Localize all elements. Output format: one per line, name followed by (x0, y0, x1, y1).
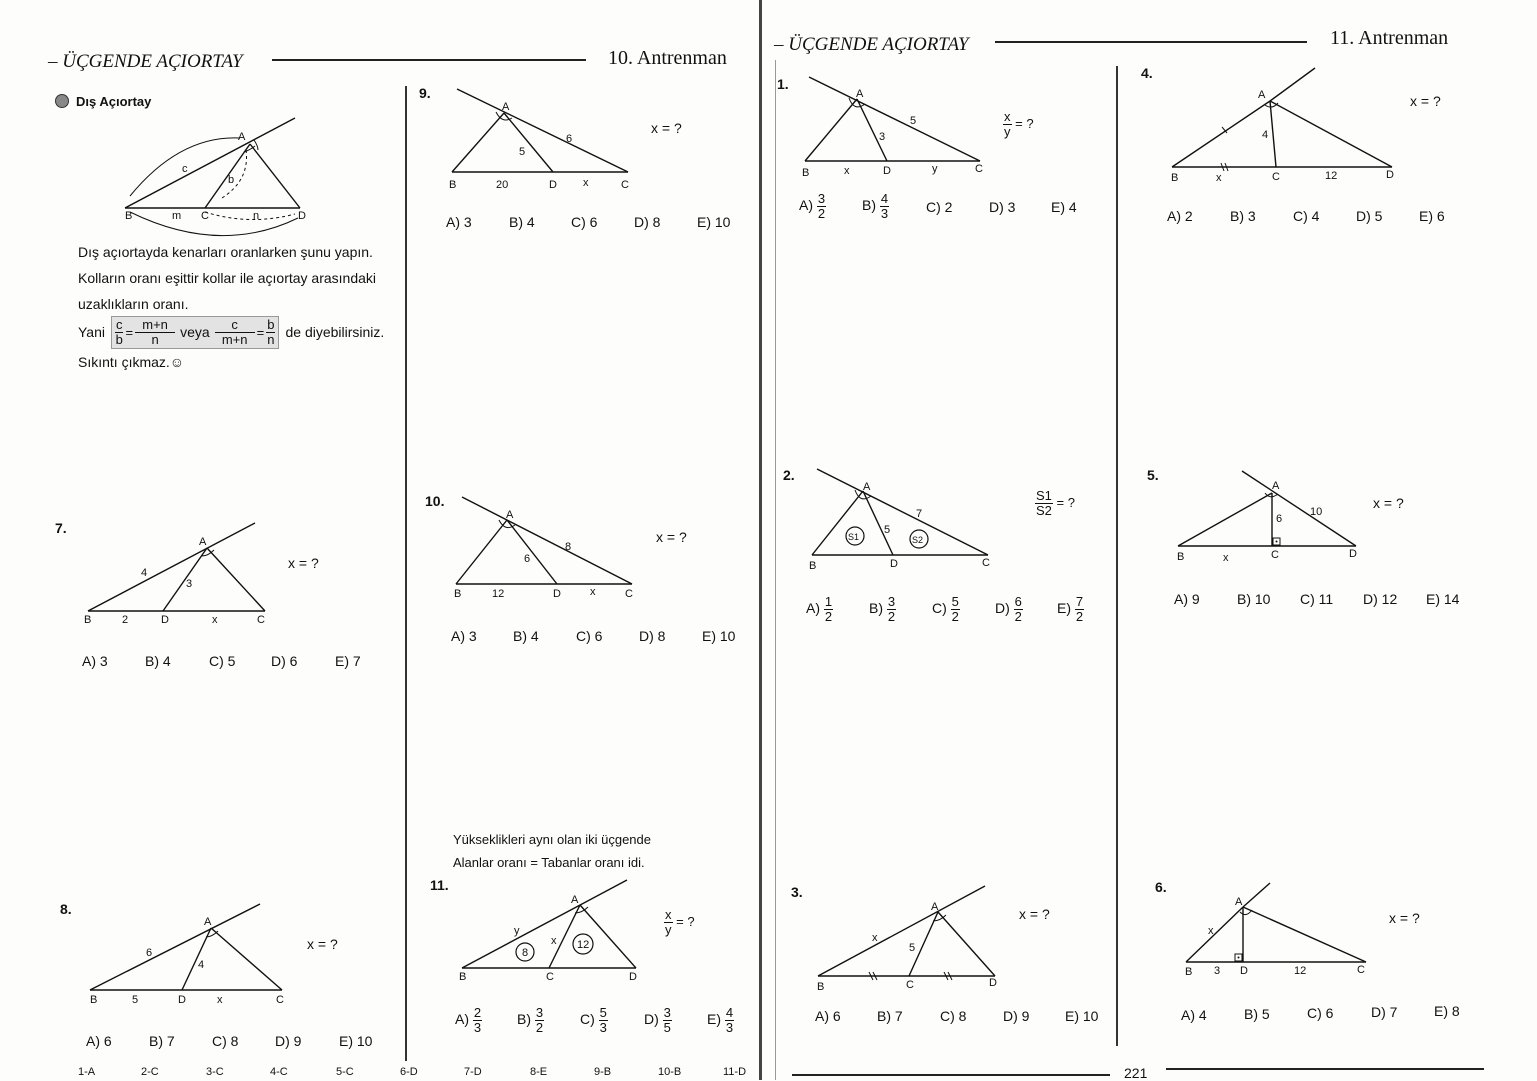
q1-label-y: y (932, 163, 938, 175)
answer-5: 5-C (336, 1066, 354, 1078)
q4-number: 4. (1141, 65, 1153, 81)
q11-choice-b[interactable]: B) $\frac{3}{2}$ (517, 1005, 544, 1035)
q9-label-B: B (449, 179, 457, 191)
q10-label-12: 12 (492, 588, 505, 600)
q4-label-A: A (1258, 89, 1266, 101)
q11-choice-e[interactable]: E) $\frac{4}{3}$ (707, 1005, 734, 1035)
q3-label-5: 5 (909, 942, 916, 954)
q7-label-C: C (257, 614, 265, 626)
formula-suffix: de diyebilirsiniz. (285, 324, 385, 340)
intro-label-D: D (298, 210, 306, 222)
q2-label-A: A (863, 481, 871, 493)
q11-label-12: 12 (577, 939, 590, 951)
q5-choice-b[interactable]: B) 10 (1237, 591, 1271, 607)
q5-choice-a[interactable]: A) 9 (1174, 591, 1200, 607)
q6-label-C: C (1357, 964, 1365, 976)
q3-number: 3. (791, 884, 803, 900)
answer-8: 8-E (530, 1066, 548, 1078)
q7-label-D: D (161, 614, 169, 626)
q4-choice-c[interactable]: C) 4 (1293, 208, 1320, 224)
q2-choice-b[interactable]: B) $\frac{3}{2}$ (869, 594, 896, 624)
q5-label-C: C (1271, 549, 1279, 561)
q11-label-8: 8 (522, 947, 529, 959)
q4-label-B: B (1171, 172, 1179, 184)
q7-label-B: B (84, 614, 92, 626)
q2-number: 2. (783, 467, 795, 483)
q3-label-D: D (989, 977, 997, 989)
q4-label-D: D (1386, 169, 1394, 181)
closing-text: Sıkıntı çıkmaz.☺ (78, 354, 185, 370)
q2-label-D: D (890, 558, 898, 570)
q8-choice-b[interactable]: B) 7 (149, 1033, 175, 1049)
explanation-line-3: uzaklıkların oranı. (78, 296, 189, 312)
q9-label-20: 20 (496, 179, 509, 191)
right-header-title: – ÜÇGENDE AÇIORTAY (774, 34, 969, 55)
q10-choice-e[interactable]: E) 10 (702, 628, 736, 644)
q2-ask: $\frac{S1}{S2}$ = ? (1036, 488, 1075, 518)
intro-label-c: c (182, 163, 188, 175)
q8-number: 8. (60, 901, 72, 917)
q6-choice-d[interactable]: D) 7 (1371, 1004, 1398, 1020)
q9-choice-a[interactable]: A) 3 (446, 214, 472, 230)
q9-number: 9. (419, 85, 431, 101)
q5-choice-c[interactable]: C) 11 (1300, 591, 1334, 607)
q10-choice-a[interactable]: A) 3 (451, 628, 477, 644)
q8-label-A: A (204, 916, 212, 928)
q3-choice-e[interactable]: E) 10 (1065, 1008, 1099, 1024)
q7-label-2: 2 (122, 614, 129, 626)
q1-ask: $\frac{x}{y}$ = ? (1004, 109, 1034, 139)
q11-choice-d[interactable]: D) $\frac{3}{5}$ (644, 1005, 671, 1035)
q4-label-4: 4 (1262, 129, 1269, 141)
formula2-left: $\frac{c}{m+n}$ (215, 318, 255, 347)
q2-label-s2: S2 (912, 535, 924, 545)
q2-label-B: B (809, 560, 817, 572)
q10-choice-d[interactable]: D) 8 (639, 628, 666, 644)
q11-label-y: y (514, 925, 520, 937)
left-training-label: 10. Antrenman (608, 47, 727, 69)
q2-label-5: 5 (884, 524, 891, 536)
q3-label-A: A (931, 901, 939, 913)
q10-choice-b[interactable]: B) 4 (513, 628, 539, 644)
q8-choice-d[interactable]: D) 9 (275, 1033, 302, 1049)
answer-3: 3-C (206, 1066, 224, 1078)
q6-label-x: x (1208, 925, 1214, 937)
q5-label-10: 10 (1310, 506, 1323, 518)
intro-label-n: n (253, 210, 260, 222)
yani-label: Yani (78, 324, 105, 340)
q10-label-D: D (553, 588, 561, 600)
q3-choice-c[interactable]: C) 8 (940, 1008, 967, 1024)
hint-line-2: Alanlar oranı = Tabanlar oranı idi. (453, 855, 645, 870)
q11-label-x: x (551, 935, 557, 947)
intro-label-b: b (228, 174, 235, 186)
answer-11: 11-D (723, 1066, 747, 1078)
answer-7: 7-D (464, 1066, 482, 1078)
q5-number: 5. (1147, 467, 1159, 483)
q6-choice-b[interactable]: B) 5 (1244, 1006, 1270, 1022)
intro-label-C: C (201, 210, 209, 222)
q1-label-5: 5 (910, 115, 917, 127)
q8-label-5: 5 (132, 994, 139, 1006)
q8-label-4: 4 (198, 959, 205, 971)
q5-choice-d[interactable]: D) 12 (1363, 591, 1398, 607)
q2-choice-c[interactable]: C) $\frac{5}{2}$ (932, 594, 959, 624)
q2-label-s1: S1 (848, 532, 860, 542)
formula1-left: $\frac{c}{b}$ (115, 316, 123, 347)
q7-choice-c[interactable]: C) 5 (209, 653, 236, 669)
q9-choice-e[interactable]: E) 10 (697, 214, 731, 230)
q7-label-A: A (199, 536, 207, 548)
q5-choice-e[interactable]: E) 14 (1426, 591, 1460, 607)
q9-label-x: x (583, 177, 589, 189)
q3-ask: x = ? (1019, 906, 1050, 922)
q3-choice-a[interactable]: A) 6 (815, 1008, 841, 1024)
q6-choice-e[interactable]: E) 8 (1434, 1003, 1460, 1019)
q11-ask: $\frac{x}{y}$ = ? (665, 907, 695, 937)
q4-choice-d[interactable]: D) 5 (1356, 208, 1383, 224)
explanation-line-2: Kolların oranı eşittir kollar ile açıortay arasındaki (78, 270, 377, 286)
q4-choice-e[interactable]: E) 6 (1419, 208, 1445, 224)
q1-choice-b[interactable]: B) $\frac{4}{3}$ (862, 191, 889, 221)
q11-choice-a[interactable]: A) $\frac{2}{3}$ (455, 1005, 482, 1035)
q11-choice-c[interactable]: C) $\frac{5}{3}$ (580, 1005, 607, 1035)
q5-ask: x = ? (1373, 495, 1404, 511)
q3-label-x: x (872, 932, 878, 944)
formula2-right: $\frac{b}{n}$ (267, 316, 275, 347)
q1-label-x: x (844, 165, 850, 177)
q2-label-7: 7 (916, 508, 923, 520)
q8-label-C: C (276, 994, 284, 1006)
q11-number: 11. (430, 877, 449, 893)
q5-label-A: A (1272, 480, 1280, 492)
q11-label-C: C (546, 971, 554, 983)
q1-choice-e[interactable]: E) 4 (1051, 199, 1077, 215)
footer-rule-left (792, 1074, 1110, 1076)
q7-choice-e[interactable]: E) 7 (335, 653, 361, 669)
q6-choice-a[interactable]: A) 4 (1181, 1007, 1207, 1023)
q7-label-x: x (212, 614, 218, 626)
formula-box: $\frac{c}{b}$ = $\frac{m+n}{n}$ veya $\frac{c}{m+n}$ = $\frac{b}{n}$ (111, 316, 280, 349)
q8-choice-e[interactable]: E) 10 (339, 1033, 373, 1049)
q9-label-C: C (621, 179, 629, 191)
q1-label-B: B (802, 167, 810, 179)
q4-ask: x = ? (1410, 93, 1441, 109)
q9-choice-b[interactable]: B) 4 (509, 214, 535, 230)
q6-label-3: 3 (1214, 965, 1221, 977)
q1-choice-a[interactable]: A) $\frac{3}{2}$ (799, 191, 826, 221)
q5-label-6: 6 (1276, 513, 1283, 525)
explanation-line-1: Dış açıortayda kenarları oranlarken şunu yapın. (78, 244, 373, 260)
q9-ask: x = ? (651, 120, 682, 136)
q7-ask: x = ? (288, 555, 319, 571)
answer-10: 10-B (658, 1066, 682, 1078)
q10-label-x: x (590, 586, 596, 598)
answer-4: 4-C (270, 1066, 288, 1078)
q8-label-D: D (178, 994, 186, 1006)
q7-label-3: 3 (186, 578, 193, 590)
q2-choice-a[interactable]: A) $\frac{1}{2}$ (806, 594, 833, 624)
q4-choice-a[interactable]: A) 2 (1167, 208, 1193, 224)
q8-choice-a[interactable]: A) 6 (86, 1033, 112, 1049)
q7-label-4: 4 (141, 567, 148, 579)
q2-label-C: C (982, 557, 990, 569)
q1-number: 1. (777, 76, 789, 92)
footer-rule-right (1166, 1068, 1484, 1070)
q6-choice-c[interactable]: C) 6 (1307, 1005, 1334, 1021)
q7-choice-b[interactable]: B) 4 (145, 653, 171, 669)
q1-label-C: C (975, 163, 983, 175)
q3-choice-b[interactable]: B) 7 (877, 1008, 903, 1024)
q10-ask: x = ? (656, 529, 687, 545)
q10-label-B: B (454, 588, 462, 600)
q3-label-B: B (817, 981, 825, 993)
q6-label-B: B (1185, 966, 1193, 978)
q4-label-x: x (1216, 172, 1222, 184)
q6-choices (1181, 1003, 1481, 1021)
page-number: 221 (1124, 1065, 1148, 1081)
answer-2: 2-C (141, 1066, 159, 1078)
q10-label-C: C (625, 588, 633, 600)
q1-label-D: D (883, 165, 891, 177)
q6-number: 6. (1155, 879, 1167, 895)
q5-label-B: B (1177, 551, 1185, 563)
q1-label-A: A (856, 88, 864, 100)
q1-choice-c[interactable]: C) 2 (926, 199, 953, 215)
intro-label-B: B (125, 210, 133, 222)
answer-6: 6-D (400, 1066, 418, 1078)
q6-label-12: 12 (1294, 965, 1307, 977)
q6-ask: x = ? (1389, 910, 1420, 926)
q10-label-A: A (506, 509, 514, 521)
q5-label-D: D (1349, 548, 1357, 560)
q1-label-3: 3 (879, 131, 886, 143)
section-title: Dış Açıortay (76, 94, 152, 109)
left-header-title: – ÜÇGENDE AÇIORTAY (48, 51, 243, 72)
q11-label-A: A (571, 894, 579, 906)
q11-label-B: B (459, 971, 467, 983)
q4-label-C: C (1272, 171, 1280, 183)
q10-choice-c[interactable]: C) 6 (576, 628, 603, 644)
q10-number: 10. (425, 493, 445, 509)
q8-label-6: 6 (146, 947, 153, 959)
q7-choice-d[interactable]: D) 6 (271, 653, 298, 669)
q6-label-A: A (1235, 896, 1243, 908)
q3-choice-d[interactable]: D) 9 (1003, 1008, 1030, 1024)
q8-ask: x = ? (307, 936, 338, 952)
q5-label-x: x (1223, 552, 1229, 564)
q3-label-C: C (906, 979, 914, 991)
q7-choice-a[interactable]: A) 3 (82, 653, 108, 669)
q4-label-12: 12 (1325, 170, 1338, 182)
q8-label-B: B (90, 994, 98, 1006)
q10-label-8: 8 (565, 541, 572, 553)
q2-choice-d[interactable]: D) $\frac{6}{2}$ (995, 594, 1022, 624)
intro-label-A: A (238, 131, 246, 143)
q1-choice-d[interactable]: D) 3 (989, 199, 1016, 215)
q11-label-D: D (629, 971, 637, 983)
q9-label-6: 6 (566, 133, 573, 145)
q8-label-x: x (217, 994, 223, 1006)
q2-choice-e[interactable]: E) $\frac{7}{2}$ (1057, 594, 1084, 624)
q9-label-D: D (549, 179, 557, 191)
q9-choice-d[interactable]: D) 8 (634, 214, 661, 230)
formula1-right: $\frac{m+n}{n}$ (135, 318, 175, 347)
q9-choice-c[interactable]: C) 6 (571, 214, 598, 230)
intro-label-m: m (172, 210, 182, 222)
q7-number: 7. (55, 520, 67, 536)
right-training-label: 11. Antrenman (1330, 27, 1449, 49)
q8-choice-c[interactable]: C) 8 (212, 1033, 239, 1049)
answer-1: 1-A (78, 1066, 96, 1078)
veya-label: veya (180, 324, 210, 340)
answer-9: 9-B (594, 1066, 612, 1078)
q6-label-D: D (1240, 965, 1248, 977)
q10-label-6: 6 (524, 553, 531, 565)
q9-label-5: 5 (519, 146, 526, 158)
q9-label-A: A (502, 101, 510, 113)
q4-choice-b[interactable]: B) 3 (1230, 208, 1256, 224)
hint-line-1: Yükseklikleri aynı olan iki üçgende (453, 832, 651, 847)
